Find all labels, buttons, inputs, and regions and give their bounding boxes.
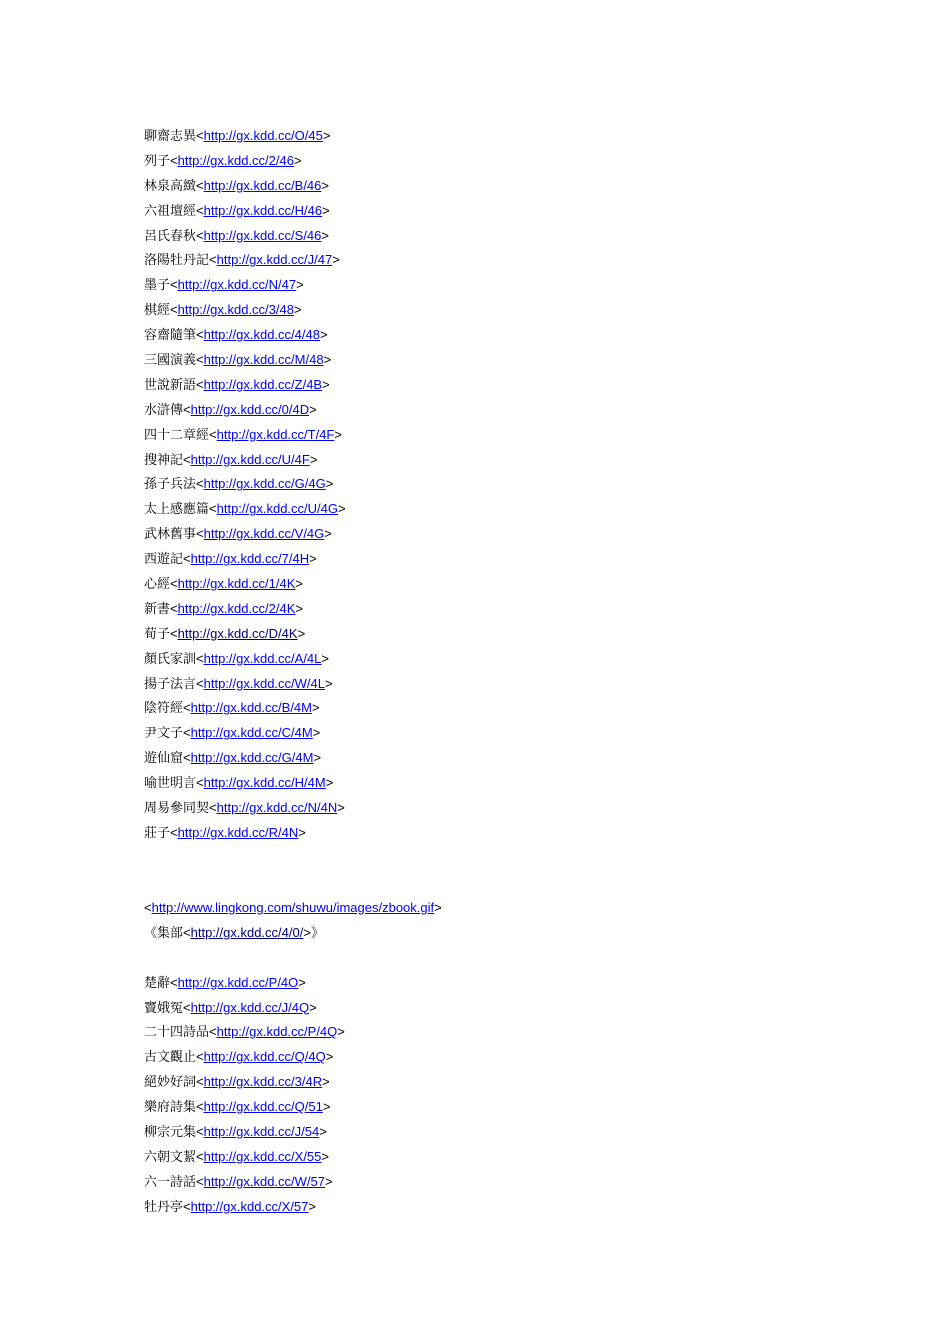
book-title: 六一詩話 [144, 1174, 197, 1190]
book-link[interactable]: http://gx.kdd.cc/B/4M [190, 700, 312, 716]
list-item: 柳宗元集<http://gx.kdd.cc/J/54> [144, 1124, 327, 1141]
book-title: 水滸傳 [144, 402, 184, 418]
book-link[interactable]: http://gx.kdd.cc/Z/4B [203, 376, 323, 392]
book-link[interactable]: http://gx.kdd.cc/J/47 [216, 252, 333, 268]
book-link[interactable]: http://gx.kdd.cc/C/4M [190, 725, 313, 741]
list-item: 莊子<http://gx.kdd.cc/R/4N> [144, 824, 306, 841]
book-link[interactable]: http://gx.kdd.cc/O/45 [203, 128, 323, 143]
book-link[interactable]: http://gx.kdd.cc/A/4L [203, 650, 322, 666]
book-link[interactable]: http://gx.kdd.cc/J/4Q [190, 999, 310, 1015]
section-link[interactable]: http://gx.kdd.cc/4/0/ [190, 924, 304, 940]
book-link[interactable]: http://gx.kdd.cc/V/4G [203, 526, 325, 542]
book-title: 顏氏家訓 [144, 651, 197, 667]
list-item: 孫子兵法<http://gx.kdd.cc/G/4G> [144, 476, 334, 493]
list-item: 太上感應篇<http://gx.kdd.cc/U/4G> [144, 501, 346, 518]
list-item: 三國演義<http://gx.kdd.cc/M/48> [144, 352, 332, 369]
list-item: 墨子<http://gx.kdd.cc/N/47> [144, 277, 304, 294]
list-item: 呂氏春秋<http://gx.kdd.cc/S/46> [144, 227, 329, 244]
list-item: 樂府詩集<http://gx.kdd.cc/Q/51> [144, 1099, 331, 1116]
book-title: 搜神記 [144, 452, 184, 468]
list-item: 竇娥冤<http://gx.kdd.cc/J/4Q> [144, 999, 317, 1016]
list-item: 列子<http://gx.kdd.cc/2/46> [144, 152, 302, 169]
book-title: 呂氏春秋 [144, 228, 197, 244]
book-link[interactable]: http://gx.kdd.cc/2/4K [177, 600, 296, 616]
list-item: 喻世明言<http://gx.kdd.cc/H/4M> [144, 775, 334, 792]
list-item: 四十二章經<http://gx.kdd.cc/T/4F> [144, 426, 342, 443]
book-link[interactable]: http://gx.kdd.cc/7/4H [190, 551, 310, 567]
list-item: 荀子<http://gx.kdd.cc/D/4K> [144, 625, 306, 642]
book-link[interactable]: http://gx.kdd.cc/P/4Q [216, 1024, 338, 1040]
book-title: 遊仙窟 [144, 751, 184, 767]
book-title: 楚辭 [144, 975, 171, 991]
book-link[interactable]: http://gx.kdd.cc/S/46 [203, 227, 322, 243]
book-title: 柳宗元集 [144, 1125, 197, 1141]
list-item: 揚子法言<http://gx.kdd.cc/W/4L> [144, 675, 333, 692]
book-link[interactable]: http://gx.kdd.cc/J/54 [203, 1124, 320, 1140]
section-heading: 《集部<http://gx.kdd.cc/4/0/>》 [144, 924, 324, 941]
book-link[interactable]: http://gx.kdd.cc/3/4R [203, 1074, 323, 1090]
book-link[interactable]: http://gx.kdd.cc/U/4F [190, 451, 310, 467]
list-item: 六朝文絜<http://gx.kdd.cc/X/55> [144, 1148, 329, 1165]
book-title: 尹文子 [144, 726, 184, 742]
book-title: 列子 [144, 153, 171, 169]
book-title: 周易參同契 [144, 801, 210, 817]
list-item: 新書<http://gx.kdd.cc/2/4K> [144, 600, 303, 617]
book-list-histories [144, 124, 904, 846]
book-title: 林泉高緻 [144, 178, 197, 194]
book-link[interactable]: http://gx.kdd.cc/0/4D [190, 401, 310, 417]
list-item: 六一詩話<http://gx.kdd.cc/W/57> [144, 1173, 333, 1190]
book-link[interactable]: http://gx.kdd.cc/P/4O [177, 974, 299, 990]
book-link[interactable]: http://gx.kdd.cc/N/4N [216, 800, 338, 816]
list-item: 陰符經<http://gx.kdd.cc/B/4M> [144, 700, 320, 717]
spacer [144, 946, 904, 971]
list-item: 心經<http://gx.kdd.cc/1/4K> [144, 576, 303, 593]
book-link[interactable]: http://gx.kdd.cc/Q/51 [203, 1099, 323, 1115]
book-title: 絕妙好詞 [144, 1075, 197, 1091]
list-item: 六祖壇經<http://gx.kdd.cc/H/46> [144, 202, 330, 219]
list-item: 武林舊事<http://gx.kdd.cc/V/4G> [144, 526, 332, 543]
list-item: 二十四詩品<http://gx.kdd.cc/P/4Q> [144, 1024, 345, 1041]
book-title: 荀子 [144, 626, 171, 642]
list-item: 西遊記<http://gx.kdd.cc/7/4H> [144, 551, 317, 568]
list-item: 容齋隨筆<http://gx.kdd.cc/4/48> [144, 327, 328, 344]
list-item: 牡丹亭<http://gx.kdd.cc/X/57> [144, 1198, 316, 1215]
list-item: 尹文子<http://gx.kdd.cc/C/4M> [144, 725, 321, 742]
book-title: 莊子 [144, 825, 171, 841]
list-item: 聊齋志異<http://gx.kdd.cc/O/45> [144, 128, 331, 144]
book-title: 六祖壇經 [144, 203, 197, 219]
book-title: 樂府詩集 [144, 1100, 197, 1116]
book-title: 古文觀止 [144, 1050, 197, 1066]
list-item: 棋經<http://gx.kdd.cc/3/48> [144, 302, 302, 319]
book-title: 西遊記 [144, 552, 184, 568]
book-title: 武林舊事 [144, 527, 197, 543]
book-link[interactable]: http://gx.kdd.cc/R/4N [177, 824, 299, 840]
book-link[interactable]: http://gx.kdd.cc/Q/4Q [203, 1049, 326, 1065]
list-item: 楚辭<http://gx.kdd.cc/P/4O> [144, 974, 306, 991]
list-item: 水滸傳<http://gx.kdd.cc/0/4D> [144, 401, 317, 418]
book-link[interactable]: http://gx.kdd.cc/X/55 [203, 1148, 322, 1164]
book-title: 太上感應篇 [144, 502, 210, 518]
book-link[interactable]: http://gx.kdd.cc/3/48 [177, 302, 294, 318]
book-title: 四十二章經 [144, 427, 210, 443]
book-link[interactable]: http://gx.kdd.cc/W/4L [203, 675, 325, 691]
book-title: 聊齋志異 [144, 129, 197, 144]
book-title: 竇娥冤 [144, 1000, 184, 1016]
book-link[interactable]: http://gx.kdd.cc/T/4F [216, 426, 335, 442]
book-list-collections [144, 896, 904, 1220]
book-link[interactable]: http://gx.kdd.cc/X/57 [190, 1198, 309, 1214]
book-title: 世說新語 [144, 377, 197, 393]
book-link[interactable]: http://gx.kdd.cc/4/48 [203, 327, 320, 343]
book-title: 心經 [144, 577, 171, 593]
book-link[interactable]: http://gx.kdd.cc/U/4G [216, 501, 338, 517]
book-link[interactable]: http://gx.kdd.cc/1/4K [177, 576, 296, 592]
book-title: 孫子兵法 [144, 477, 197, 493]
list-item: 周易參同契<http://gx.kdd.cc/N/4N> [144, 800, 345, 817]
book-title: 喻世明言 [144, 776, 197, 792]
book-link-visited[interactable]: http://gx.kdd.cc/D/4K [177, 625, 298, 641]
book-title: 棋經 [144, 303, 171, 319]
book-link[interactable]: http://gx.kdd.cc/G/4M [190, 750, 314, 766]
book-title: 六朝文絜 [144, 1149, 197, 1165]
book-title: 揚子法言 [144, 676, 197, 692]
book-link[interactable]: http://gx.kdd.cc/H/4M [203, 775, 326, 791]
book-title: 三國演義 [144, 353, 197, 369]
book-link[interactable]: http://gx.kdd.cc/W/57 [203, 1173, 325, 1189]
list-item: 林泉高緻<http://gx.kdd.cc/B/46> [144, 177, 329, 194]
book-title: 陰符經 [144, 701, 184, 717]
book-title: 容齋隨筆 [144, 328, 197, 344]
book-title: 墨子 [144, 278, 171, 294]
book-title: 洛陽牡丹記 [144, 253, 210, 269]
image-link-line: <http://www.lingkong.com/shuwu/images/zbook.gif> [144, 900, 442, 915]
list-item: 搜神記<http://gx.kdd.cc/U/4F> [144, 451, 318, 468]
book-link[interactable]: http://gx.kdd.cc/B/46 [203, 177, 322, 193]
list-item: 古文觀止<http://gx.kdd.cc/Q/4Q> [144, 1049, 334, 1066]
book-link[interactable]: http://gx.kdd.cc/M/48 [203, 352, 324, 368]
list-item: 絕妙好詞<http://gx.kdd.cc/3/4R> [144, 1074, 330, 1091]
book-link[interactable]: http://gx.kdd.cc/N/47 [177, 277, 297, 293]
book-title: 二十四詩品 [144, 1025, 210, 1041]
book-title: 牡丹亭 [144, 1199, 184, 1215]
list-item: 洛陽牡丹記<http://gx.kdd.cc/J/47> [144, 252, 340, 269]
list-item: 世說新語<http://gx.kdd.cc/Z/4B> [144, 376, 330, 393]
list-item: 顏氏家訓<http://gx.kdd.cc/A/4L> [144, 650, 329, 667]
book-link[interactable]: http://gx.kdd.cc/H/46 [203, 202, 323, 218]
book-title: 新書 [144, 601, 171, 617]
book-link[interactable]: http://gx.kdd.cc/2/46 [177, 152, 294, 168]
book-link[interactable]: http://gx.kdd.cc/G/4G [203, 476, 326, 492]
image-link[interactable]: http://www.lingkong.com/shuwu/images/zbook.gif [151, 900, 435, 915]
list-item: 遊仙窟<http://gx.kdd.cc/G/4M> [144, 750, 322, 767]
